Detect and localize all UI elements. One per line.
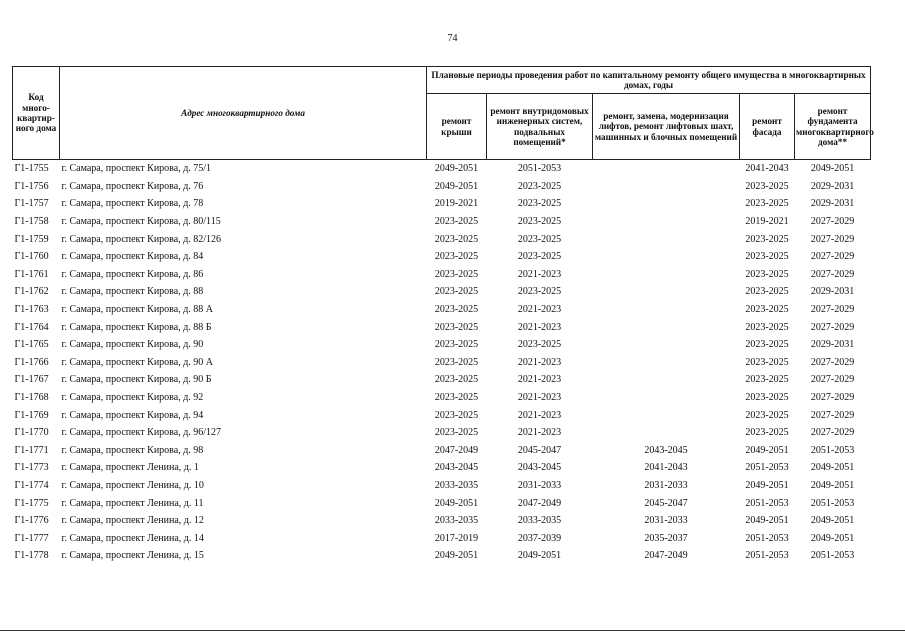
cell-foundation: 2049-2051	[810, 163, 855, 175]
cell-code: Г1-1755	[14, 163, 49, 175]
cell-elevators	[593, 389, 740, 407]
table-row	[13, 318, 871, 336]
cell-elevators: 2041-2043	[644, 462, 688, 474]
cell-elevators	[593, 160, 740, 178]
cell-code: Г1-1761	[14, 268, 49, 280]
cell-foundation: 2027-2029	[810, 233, 855, 245]
cell-address: г. Самара, проспект Кирова, д. 76	[61, 180, 204, 192]
cell-roof: 2017-2019	[434, 532, 479, 544]
table-row	[13, 283, 871, 301]
cell-address: г. Самара, проспект Ленина, д. 10	[61, 479, 204, 491]
table-row	[13, 354, 871, 372]
cell-code: Г1-1766	[14, 356, 49, 368]
cell-facade: 2023-2025	[745, 304, 789, 316]
cell-roof: 2049-2051	[434, 163, 479, 175]
cell-elevators: 2043-2045	[644, 444, 688, 456]
cell-code: Г1-1778	[14, 550, 49, 562]
cell-foundation: 2029-2031	[810, 198, 855, 210]
table-row	[13, 248, 871, 266]
cell-code: Г1-1767	[14, 374, 49, 386]
header-systems: ремонт внутридомовых инженерных систем, подвальных помещений*	[487, 94, 593, 160]
cell-facade: 2023-2025	[745, 427, 789, 439]
cell-systems: 2047-2049	[517, 497, 562, 509]
cell-elevators	[593, 230, 740, 248]
cell-roof: 2047-2049	[434, 444, 479, 456]
header-elevators: ремонт, замена, модернизация лифтов, ремонт лифтовых шахт, машинных и блочных помещений	[593, 94, 740, 160]
cell-code: Г1-1765	[14, 339, 49, 351]
header-foundation: ремонт фундамента многоквартирного дома**	[795, 94, 871, 160]
header-roof: ремонт крыши	[427, 94, 487, 160]
cell-elevators	[593, 318, 740, 336]
cell-systems: 2021-2023	[517, 392, 562, 404]
table-row	[13, 230, 871, 248]
header-address: Адрес многоквартирного дома	[60, 67, 427, 160]
table-row	[13, 213, 871, 231]
cell-code: Г1-1777	[14, 532, 49, 544]
cell-code: Г1-1773	[14, 462, 49, 474]
cell-code: Г1-1770	[14, 427, 49, 439]
table-row	[13, 178, 871, 196]
cell-elevators	[593, 266, 740, 284]
cell-roof: 2023-2025	[434, 216, 479, 228]
table-header	[13, 67, 874, 160]
cell-elevators	[593, 336, 740, 354]
cell-elevators	[593, 424, 740, 442]
cell-facade: 2051-2053	[745, 532, 789, 544]
cell-foundation: 2051-2053	[810, 444, 855, 456]
cell-systems: 2023-2025	[517, 198, 562, 210]
cell-roof: 2043-2045	[434, 462, 479, 474]
cell-systems: 2021-2023	[517, 268, 562, 280]
cell-systems: 2021-2023	[517, 304, 562, 316]
cell-facade: 2049-2051	[745, 479, 789, 491]
cell-facade: 2023-2025	[745, 286, 789, 298]
cell-foundation: 2051-2053	[810, 550, 855, 562]
cell-foundation: 2049-2051	[810, 515, 855, 527]
cell-roof: 2023-2025	[434, 321, 479, 333]
cell-roof: 2023-2025	[434, 339, 479, 351]
cell-elevators	[593, 248, 740, 266]
cell-elevators: 2031-2033	[644, 479, 688, 491]
cell-address: г. Самара, проспект Ленина, д. 11	[61, 497, 204, 509]
cell-roof: 2023-2025	[434, 286, 479, 298]
cell-systems: 2045-2047	[517, 444, 562, 456]
table-row	[13, 529, 871, 547]
cell-foundation: 2027-2029	[810, 321, 855, 333]
cell-facade: 2051-2053	[745, 497, 789, 509]
cell-roof: 2023-2025	[434, 356, 479, 368]
table-row	[13, 424, 871, 442]
repair-schedule-table	[12, 66, 874, 565]
cell-code: Г1-1758	[14, 216, 49, 228]
cell-roof: 2023-2025	[434, 304, 479, 316]
cell-roof: 2049-2051	[434, 180, 479, 192]
table-row	[13, 477, 871, 495]
cell-roof: 2023-2025	[434, 427, 479, 439]
cell-address: г. Самара, проспект Кирова, д. 90	[61, 339, 204, 351]
cell-systems: 2023-2025	[517, 180, 562, 192]
table-row	[13, 301, 871, 319]
cell-foundation: 2027-2029	[810, 268, 855, 280]
page-bottom-rule	[0, 630, 905, 631]
cell-facade: 2023-2025	[745, 409, 789, 421]
table-row	[13, 494, 871, 512]
cell-roof: 2049-2051	[434, 550, 479, 562]
table-row	[13, 512, 871, 530]
cell-code: Г1-1762	[14, 286, 49, 298]
header-facade: ремонт фасада	[740, 94, 795, 160]
cell-systems: 2043-2045	[517, 462, 562, 474]
cell-systems: 2021-2023	[517, 409, 562, 421]
cell-systems: 2023-2025	[517, 286, 562, 298]
cell-elevators	[593, 301, 740, 319]
cell-address: г. Самара, проспект Кирова, д. 75/1	[61, 163, 212, 175]
table-row	[13, 195, 871, 213]
cell-address: г. Самара, проспект Ленина, д. 15	[61, 550, 204, 562]
cell-code: Г1-1768	[14, 392, 49, 404]
table-row	[13, 547, 871, 565]
cell-facade: 2041-2043	[745, 163, 789, 175]
cell-facade: 2023-2025	[745, 233, 789, 245]
cell-code: Г1-1769	[14, 409, 49, 421]
cell-roof: 2023-2025	[434, 268, 479, 280]
cell-systems: 2023-2025	[517, 251, 562, 263]
cell-foundation: 2049-2051	[810, 462, 855, 474]
cell-facade: 2023-2025	[745, 198, 789, 210]
cell-address: г. Самара, проспект Кирова, д. 88 Б	[61, 321, 212, 333]
cell-facade: 2023-2025	[745, 356, 789, 368]
cell-code: Г1-1756	[14, 180, 49, 192]
cell-foundation: 2049-2051	[810, 479, 855, 491]
cell-address: г. Самара, проспект Кирова, д. 98	[61, 444, 204, 456]
cell-elevators	[593, 283, 740, 301]
cell-address: г. Самара, проспект Ленина, д. 14	[61, 532, 204, 544]
cell-address: г. Самара, проспект Кирова, д. 90 Б	[61, 374, 212, 386]
cell-address: г. Самара, проспект Кирова, д. 88	[61, 286, 204, 298]
cell-facade: 2049-2051	[745, 444, 789, 456]
cell-systems: 2021-2023	[517, 427, 562, 439]
cell-elevators: 2045-2047	[644, 497, 688, 509]
cell-foundation: 2049-2051	[810, 532, 855, 544]
cell-address: г. Самара, проспект Кирова, д. 90 А	[61, 356, 214, 368]
cell-facade: 2051-2053	[745, 462, 789, 474]
cell-elevators: 2031-2033	[644, 515, 688, 527]
cell-systems: 2037-2039	[517, 532, 562, 544]
cell-roof: 2023-2025	[434, 233, 479, 245]
table-row	[13, 389, 871, 407]
cell-foundation: 2027-2029	[810, 216, 855, 228]
cell-roof: 2049-2051	[434, 497, 479, 509]
cell-roof: 2023-2025	[434, 374, 479, 386]
cell-elevators	[593, 178, 740, 196]
cell-elevators	[593, 406, 740, 424]
cell-systems: 2031-2033	[517, 479, 562, 491]
header-group: Плановые периоды проведения работ по капитальному ремонту общего имущества в многоквартирных домах, годы	[427, 67, 871, 94]
cell-facade: 2023-2025	[745, 392, 789, 404]
cell-code: Г1-1764	[14, 321, 49, 333]
header-code: Код много-квартир-ного дома	[13, 67, 60, 160]
cell-code: Г1-1763	[14, 304, 49, 316]
cell-systems: 2021-2023	[517, 356, 562, 368]
cell-address: г. Самара, проспект Кирова, д. 80/115	[61, 216, 221, 228]
cell-address: г. Самара, проспект Кирова, д. 94	[61, 409, 204, 421]
cell-systems: 2049-2051	[517, 550, 562, 562]
cell-elevators	[593, 195, 740, 213]
page-number: 74	[447, 33, 458, 44]
cell-facade: 2051-2053	[745, 550, 789, 562]
cell-foundation: 2027-2029	[810, 392, 855, 404]
cell-code: Г1-1775	[14, 497, 49, 509]
cell-foundation: 2027-2029	[810, 374, 855, 386]
cell-facade: 2023-2025	[745, 339, 789, 351]
cell-foundation: 2027-2029	[810, 409, 855, 421]
cell-code: Г1-1760	[14, 251, 49, 263]
cell-elevators: 2047-2049	[644, 550, 688, 562]
table-row	[13, 371, 871, 389]
cell-address: г. Самара, проспект Кирова, д. 88 А	[61, 304, 214, 316]
cell-elevators	[593, 371, 740, 389]
cell-facade: 2023-2025	[745, 251, 789, 263]
cell-elevators	[593, 213, 740, 231]
cell-elevators: 2035-2037	[644, 532, 688, 544]
table-row	[13, 266, 871, 284]
cell-foundation: 2027-2029	[810, 251, 855, 263]
cell-facade: 2023-2025	[745, 180, 789, 192]
cell-elevators	[593, 354, 740, 372]
table-row	[13, 459, 871, 477]
table-row	[13, 160, 871, 178]
table-body	[13, 160, 871, 565]
cell-address: г. Самара, проспект Кирова, д. 96/127	[61, 427, 222, 439]
table-row	[13, 406, 871, 424]
table-row	[13, 442, 871, 460]
cell-address: г. Самара, проспект Ленина, д. 12	[61, 515, 204, 527]
cell-foundation: 2029-2031	[810, 339, 855, 351]
cell-roof: 2019-2021	[434, 198, 479, 210]
cell-address: г. Самара, проспект Ленина, д. 1	[61, 462, 199, 474]
cell-systems: 2023-2025	[517, 233, 562, 245]
cell-facade: 2023-2025	[745, 374, 789, 386]
cell-roof: 2033-2035	[434, 479, 479, 491]
cell-foundation: 2027-2029	[810, 356, 855, 368]
cell-foundation: 2051-2053	[810, 497, 855, 509]
cell-address: г. Самара, проспект Кирова, д. 82/126	[61, 233, 222, 245]
cell-address: г. Самара, проспект Кирова, д. 92	[61, 392, 204, 404]
cell-foundation: 2029-2031	[810, 180, 855, 192]
cell-facade: 2023-2025	[745, 321, 789, 333]
cell-systems: 2023-2025	[517, 339, 562, 351]
cell-roof: 2023-2025	[434, 392, 479, 404]
cell-code: Г1-1757	[14, 198, 49, 210]
cell-code: Г1-1774	[14, 479, 49, 491]
cell-facade: 2019-2021	[745, 216, 789, 228]
cell-address: г. Самара, проспект Кирова, д. 86	[61, 268, 204, 280]
cell-code: Г1-1771	[14, 444, 49, 456]
cell-systems: 2021-2023	[517, 321, 562, 333]
cell-roof: 2023-2025	[434, 251, 479, 263]
cell-code: Г1-1759	[14, 233, 49, 245]
cell-systems: 2023-2025	[517, 216, 562, 228]
cell-code: Г1-1776	[14, 515, 49, 527]
cell-facade: 2023-2025	[745, 268, 789, 280]
cell-address: г. Самара, проспект Кирова, д. 84	[61, 251, 204, 263]
cell-systems: 2033-2035	[517, 515, 562, 527]
cell-roof: 2033-2035	[434, 515, 479, 527]
cell-foundation: 2027-2029	[810, 427, 855, 439]
cell-roof: 2023-2025	[434, 409, 479, 421]
table-row	[13, 336, 871, 354]
cell-foundation: 2029-2031	[810, 286, 855, 298]
cell-systems: 2021-2023	[517, 374, 562, 386]
cell-systems: 2051-2053	[517, 163, 562, 175]
cell-foundation: 2027-2029	[810, 304, 855, 316]
cell-address: г. Самара, проспект Кирова, д. 78	[61, 198, 204, 210]
cell-facade: 2049-2051	[745, 515, 789, 527]
